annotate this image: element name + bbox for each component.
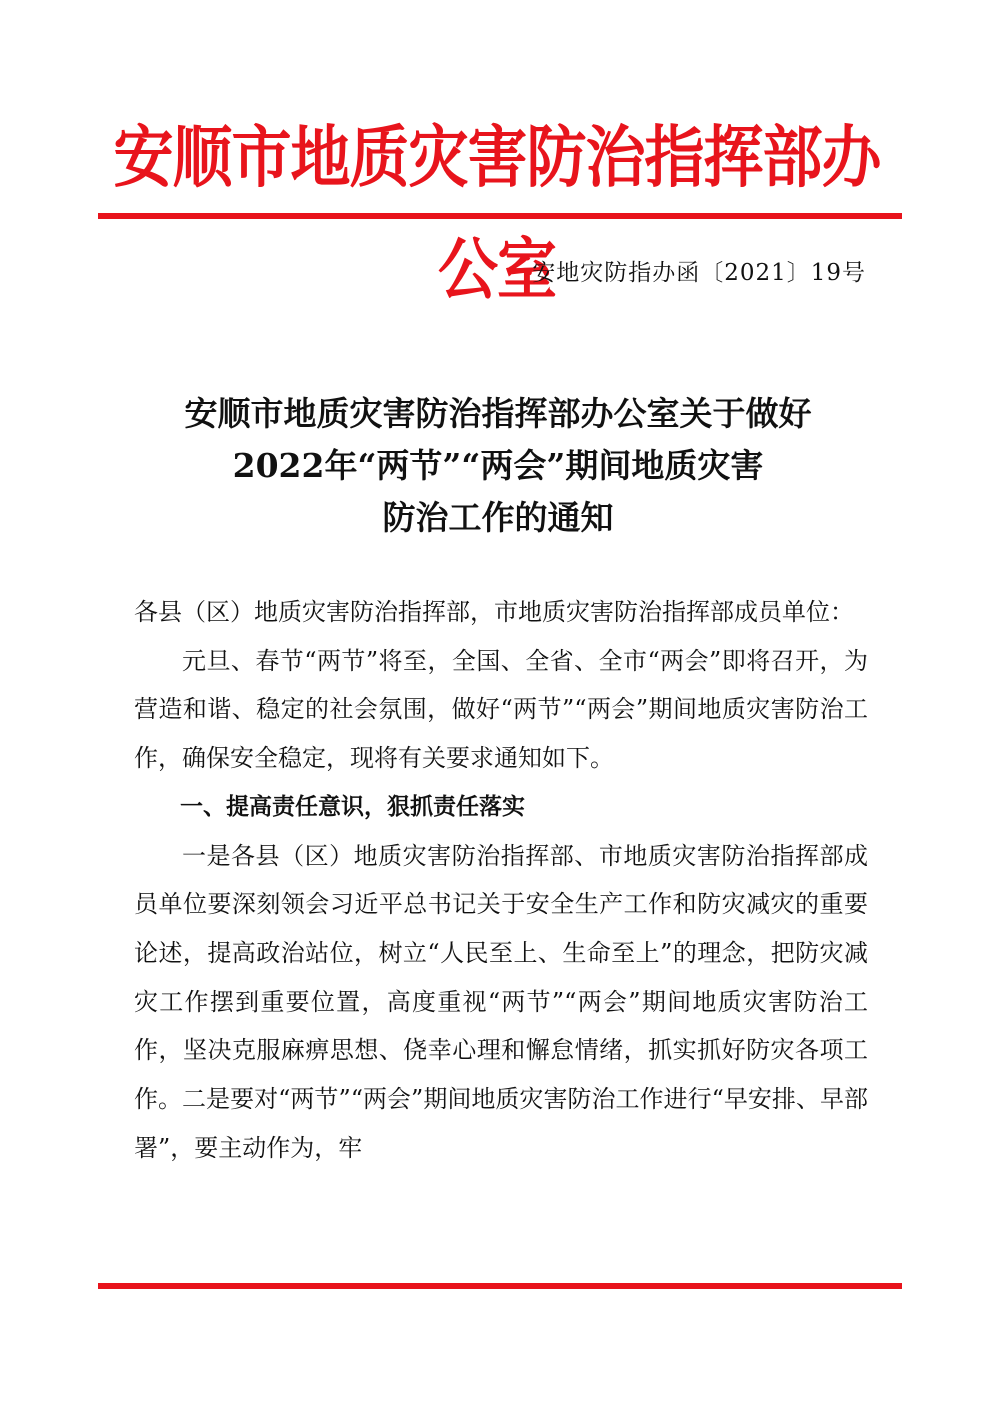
title-line-3: 防治工作的通知 (382, 498, 614, 537)
title-line-1: 安顺市地质灾害防治指挥部办公室关于做好 (184, 394, 812, 433)
section-1-heading: 一、提高责任意识，狠抓责任落实 (180, 793, 525, 820)
section-1-paragraph: 一是各县（区）地质灾害防治指挥部、市地质灾害防治指挥部成员单位要深刻领会习近平总书记关于安全生产工作和防灾减灾的重要论述，提高政治站位，树立“人民至上、生命至上”的理念，把防灾减灾工作摆到重要位置，高度重视“两节”“两会”期间地质灾害防治工作，坚决克服麻痹思想、侥幸心理和懈怠情绪，抓实抓好防灾各项工作。二是要对“两节”“两会”期间地质灾害防治工作进行“早安排、早部署”，要主动作为，牢 (134, 841, 868, 1162)
document-body (134, 588, 868, 1172)
document-title (98, 388, 898, 544)
footer-red-rule (98, 1283, 902, 1289)
header-red-rule (98, 213, 902, 219)
intro-paragraph: 元旦、春节“两节”将至，全国、全省、全市“两会”即将召开，为营造和谐、稳定的社会氛围，做好“两节”“两会”期间地质灾害防治工作，确保安全稳定，现将有关要求通知如下。 (134, 646, 868, 773)
title-line-2: 2022年“两节”“两会”期间地质灾害 (232, 446, 764, 485)
salutation: 各县（区）地质灾害防治指挥部，市地质灾害防治指挥部成员单位： (134, 598, 854, 626)
document-number: 安地灾防指办函〔2021〕19号 (532, 260, 866, 286)
organization-header: 安顺市地质灾害防治指挥部办公室 (113, 118, 881, 310)
